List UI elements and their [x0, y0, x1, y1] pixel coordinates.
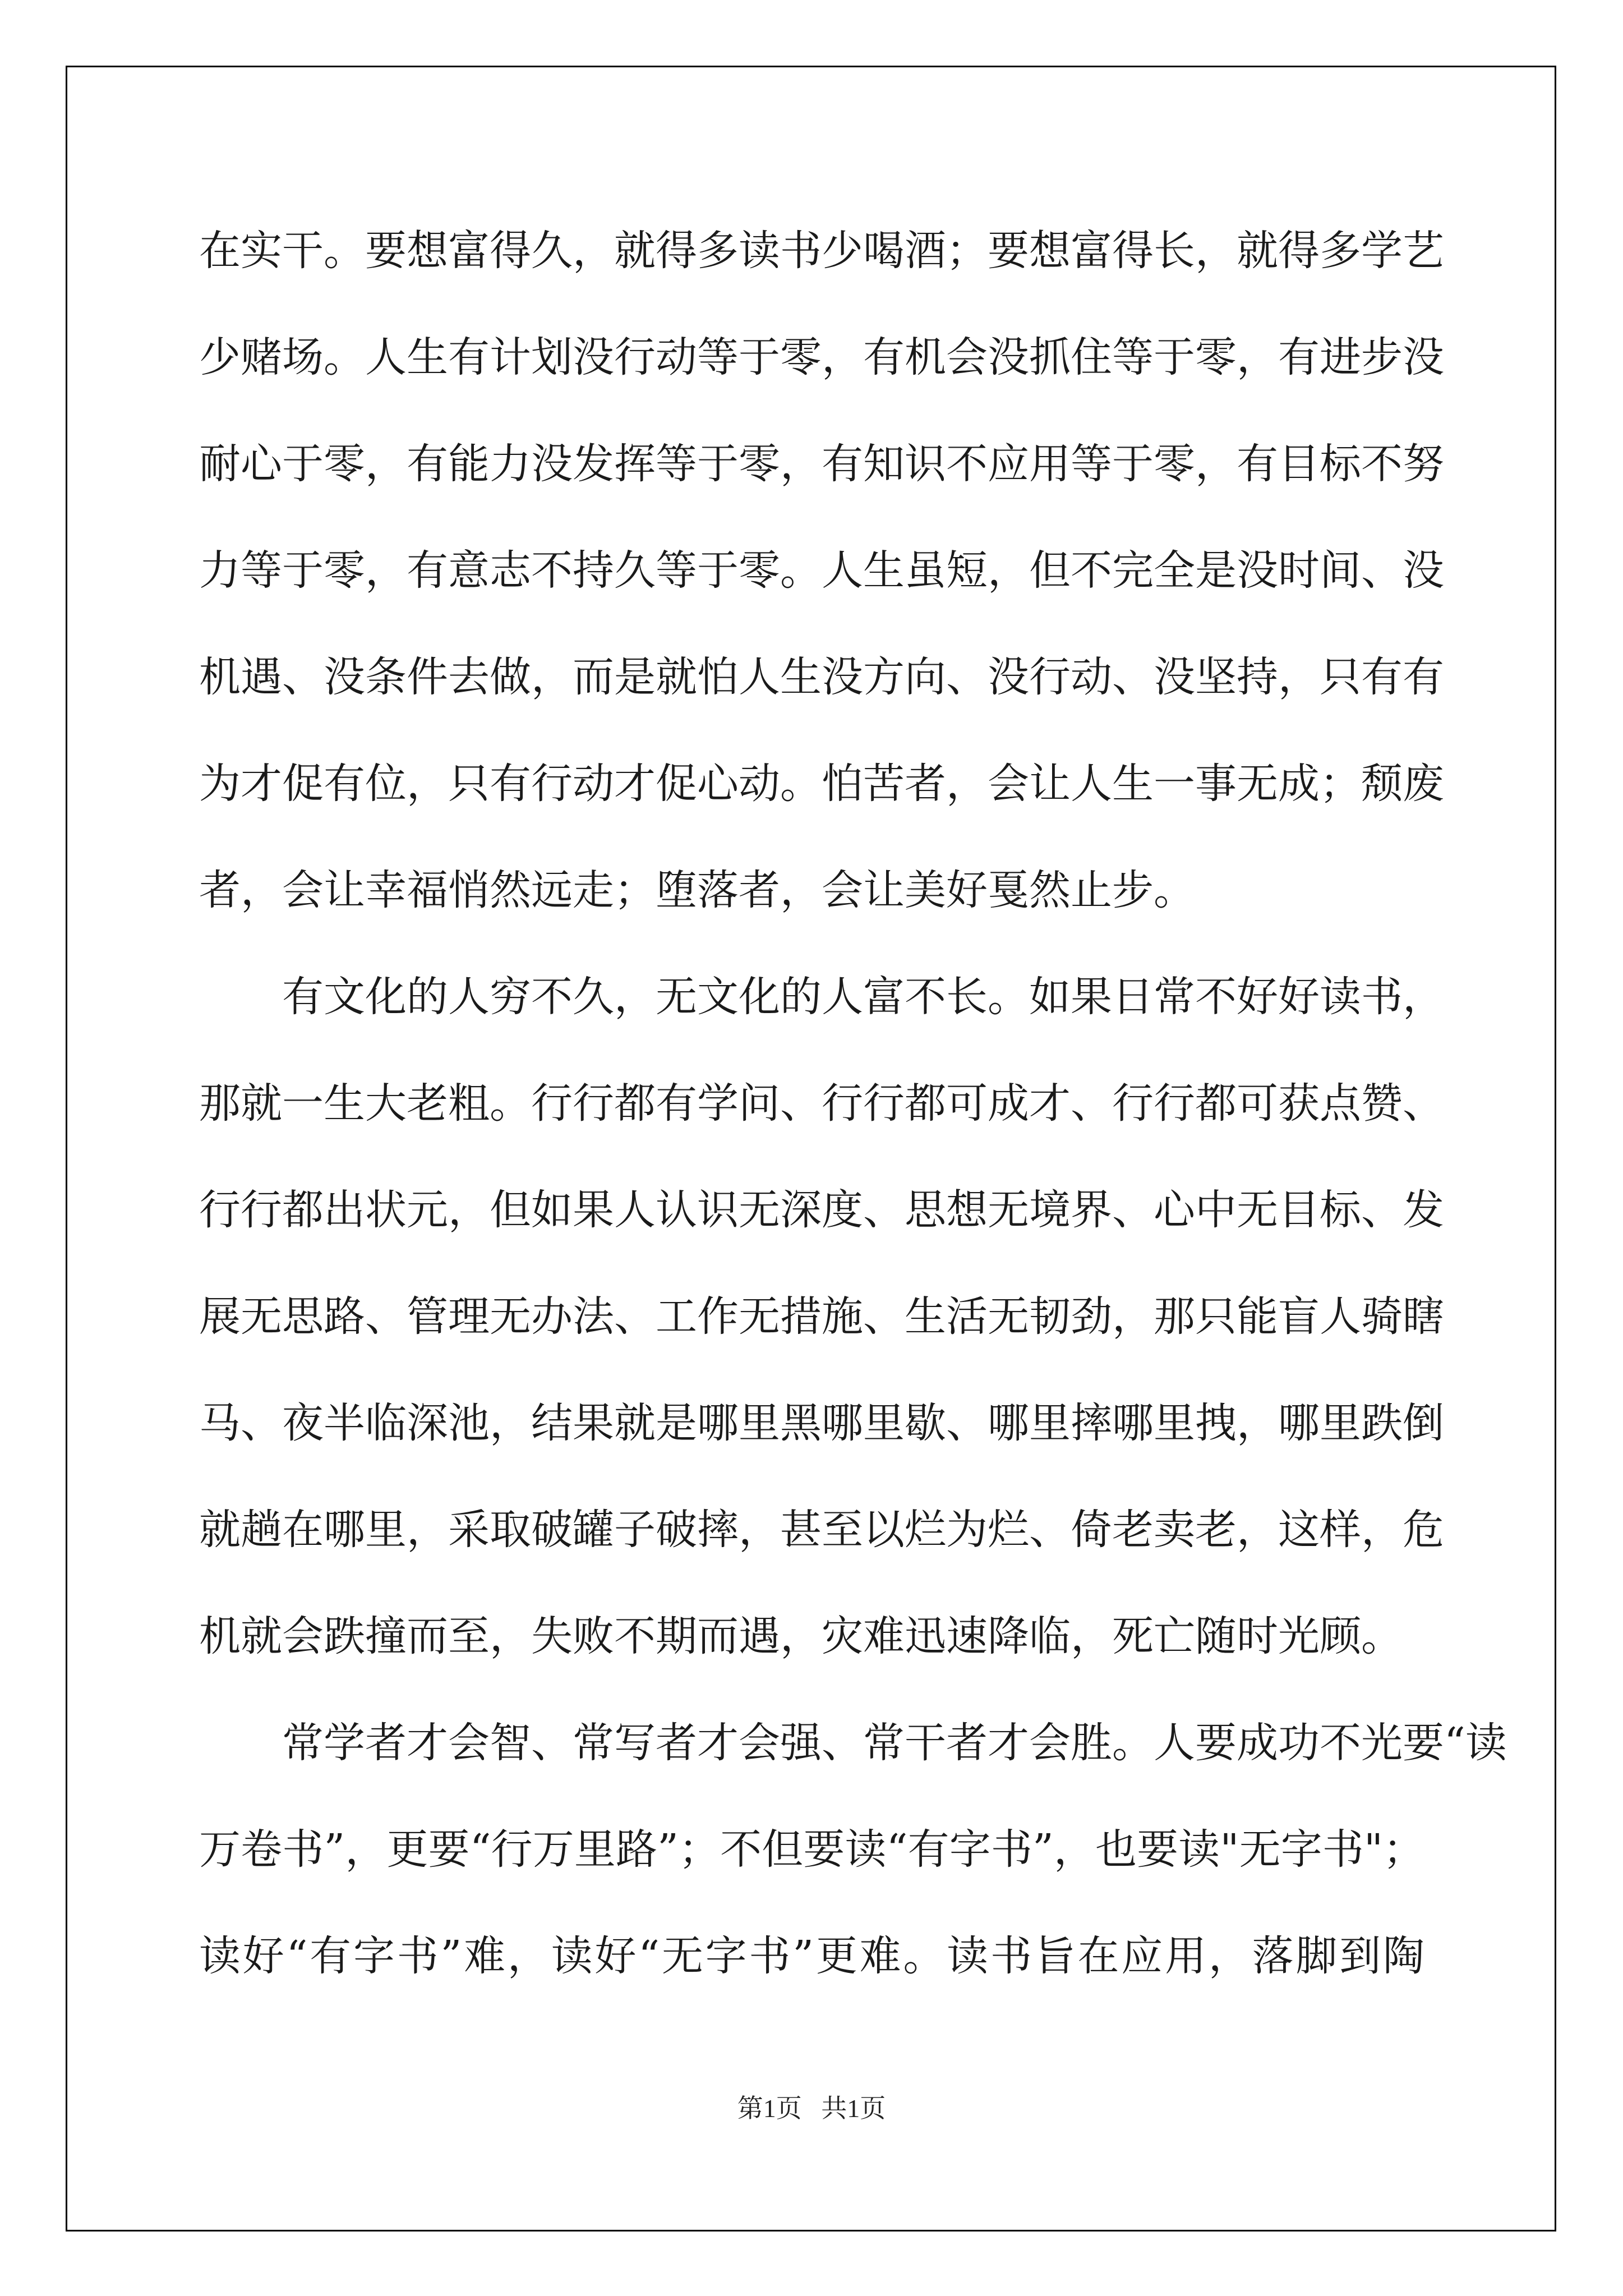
text-line: 万卷书”，更要“行万里路”；不但要读“有字书”，也要读"无字书"；	[199, 1825, 1424, 1874]
text-line: 者，会让幸福悄然远走；堕落者，会让美好戛然止步。	[199, 866, 1195, 914]
text-line: 为才促有位，只有行动才促心动。怕苦者，会让人生一事无成；颓废	[199, 760, 1444, 808]
text-line: 展无思路、管理无办法、工作无措施、生活无韧劲，那只能盲人骑瞎	[199, 1292, 1444, 1341]
text-line: 少赌场。人生有计划没行动等于零，有机会没抓住等于零，有进步没	[199, 333, 1444, 381]
text-line: 机遇、没条件去做，而是就怕人生没方向、没行动、没坚持，只有有	[199, 653, 1444, 701]
text-line: 行行都出状元，但如果人认识无深度、思想无境界、心中无目标、发	[199, 1186, 1444, 1234]
text-line: 在实干。要想富得久，就得多读书少喝酒；要想富得长，就得多学艺	[199, 227, 1444, 275]
document-body	[199, 211, 1507, 2023]
text-line: 耐心于零，有能力没发挥等于零，有知识不应用等于零，有目标不努	[199, 440, 1444, 488]
paragraph-start-line: 有文化的人穷不久，无文化的人富不长。如果日常不好好读书，	[282, 973, 1444, 1021]
page-number-footer: 第1页 共1页	[737, 2094, 886, 2123]
text-line: 那就一生大老粗。行行都有学问、行行都可成才、行行都可获点赞、	[199, 1079, 1444, 1128]
text-line: 就趟在哪里，采取破罐子破摔，甚至以烂为烂、倚老卖老，这样，危	[199, 1506, 1444, 1554]
text-line: 马、夜半临深池，结果就是哪里黑哪里歇、哪里摔哪里拽，哪里跌倒	[199, 1399, 1444, 1447]
paragraph-start-line: 常学者才会智、常写者才会强、常干者才会胜。人要成功不光要“读	[282, 1719, 1507, 1767]
text-line: 力等于零，有意志不持久等于零。人生虽短，但不完全是没时间、没	[199, 546, 1444, 595]
text-line: 机就会跌撞而至，失败不期而遇，灾难迅速降临，死亡随时光顾。	[199, 1612, 1403, 1660]
text-line: 读好“有字书”难，读好“无字书”更难。读书旨在应用，落脚到陶	[199, 1932, 1424, 1980]
